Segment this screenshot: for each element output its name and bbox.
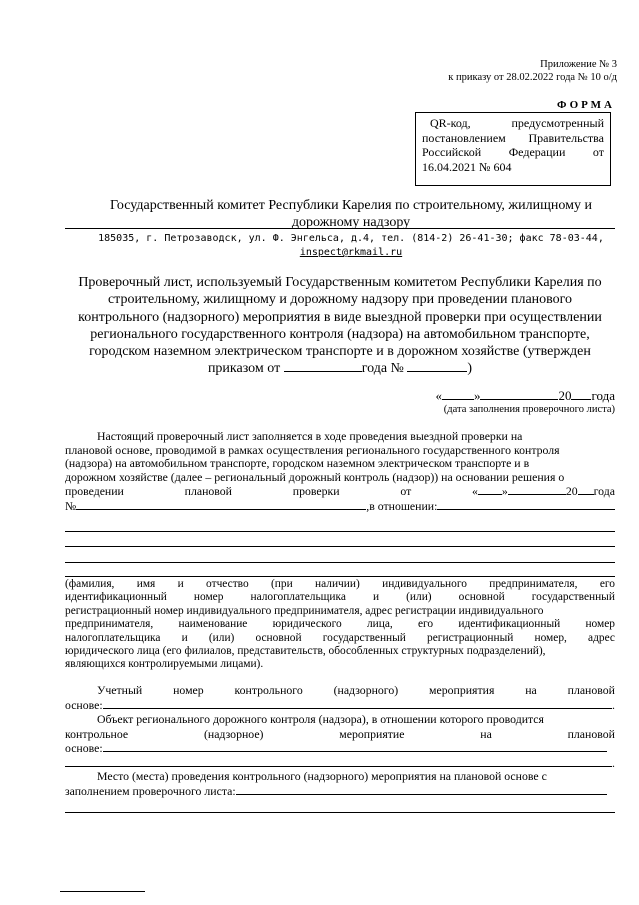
title-line: регионального государственного контроля (надзора) на автомобильном транспорте, xyxy=(90,326,590,342)
blank-line[interactable] xyxy=(65,546,615,547)
year-suffix: года xyxy=(591,388,615,403)
text-line xyxy=(65,784,615,799)
event-number-blank[interactable] xyxy=(103,698,612,709)
decision-number-blank[interactable] xyxy=(76,499,366,510)
qr-code-box xyxy=(415,112,611,186)
title-text: ) xyxy=(467,361,473,377)
word: (фамилия, xyxy=(65,578,115,590)
text-line xyxy=(65,591,615,604)
text-line xyxy=(65,756,615,771)
title-line: Проверочный лист, используемый Государственным комитетом Республики Карелия по xyxy=(78,275,602,290)
form-label: ФОРМА xyxy=(557,99,615,111)
word: номер, xyxy=(534,631,567,644)
decision-date xyxy=(472,484,615,499)
label: основе: xyxy=(65,697,103,712)
word: проверки xyxy=(292,484,340,499)
organization-email[interactable]: inspect@rkmail.ru xyxy=(299,247,403,258)
word: основной xyxy=(255,631,302,644)
qr-text: Российской xyxy=(422,145,482,159)
text-line: дорожном хозяйстве (далее – региональный дорожный контроль (надзор)) на основании решения о xyxy=(65,469,565,484)
month-blank[interactable] xyxy=(480,389,558,400)
title-line xyxy=(65,360,615,377)
organization-name xyxy=(60,197,639,231)
word: налогоплательщика xyxy=(250,591,346,604)
word: контрольного xyxy=(234,683,303,697)
location-blank[interactable] xyxy=(236,784,607,795)
qr-text: 16.04.2021 № 604 xyxy=(422,159,512,174)
quote: » xyxy=(501,484,508,499)
word: лица, xyxy=(366,618,393,631)
text-line: Место (места) проведения контрольного (надзорного) мероприятия на плановой основе с xyxy=(97,769,547,783)
appendix-number: Приложение № 3 xyxy=(540,59,617,70)
title-line: городском наземном электрическом транспорте и в дорожном хозяйстве (утвержден xyxy=(89,344,591,360)
word: контрольное xyxy=(65,726,129,741)
word: от xyxy=(400,484,412,499)
word: номер xyxy=(193,591,224,604)
text-line xyxy=(65,618,615,631)
word: и xyxy=(181,631,188,644)
text-line xyxy=(65,741,615,756)
word: на xyxy=(525,683,537,697)
paragraph-control-object xyxy=(65,712,615,770)
year-blank[interactable] xyxy=(571,389,591,400)
qr-text: Федерации xyxy=(508,145,566,159)
day-blank[interactable] xyxy=(442,389,474,400)
word: основной xyxy=(458,591,505,604)
text-line: Настоящий проверочный лист заполняется в ходе проведения выездной проверки на xyxy=(97,429,523,443)
text-line xyxy=(65,578,615,591)
text-line xyxy=(65,698,615,713)
order-number-blank[interactable] xyxy=(407,361,467,372)
control-object-blank[interactable] xyxy=(103,741,607,752)
word: и xyxy=(372,591,380,604)
title-line: строительному, жилищному и дорожному надзору при проведении планового xyxy=(107,292,573,308)
control-object-blank[interactable] xyxy=(65,756,612,767)
fill-date xyxy=(400,388,615,403)
fill-date-caption: (дата заполнения проверочного листа) xyxy=(443,404,615,415)
qr-text: QR-код, xyxy=(430,116,471,130)
word: предпринимателя, xyxy=(65,618,154,631)
word: его xyxy=(599,578,615,590)
word: номер xyxy=(585,618,615,631)
word: плановой xyxy=(184,484,232,499)
appendix-reference xyxy=(448,58,617,84)
word: (при xyxy=(271,578,293,590)
quote: » xyxy=(473,388,481,403)
word: плановой xyxy=(567,683,615,697)
label: заполнением проверочного листа: xyxy=(65,783,236,798)
period: . xyxy=(612,697,615,712)
organization-address: 185035, г. Петрозаводск, ул. Ф. Энгельса, д.4, тел. (814-2) 26-41-30; факс 78-03-44, xyxy=(98,233,604,244)
title-text: года № xyxy=(361,361,404,377)
word: налогоплательщика xyxy=(65,631,161,644)
order-date-blank[interactable] xyxy=(284,361,362,372)
blank-line[interactable] xyxy=(65,812,615,813)
text-line: Объект регионального дорожного контроля (надзора), в отношении которого проводится xyxy=(97,712,544,726)
organization-line: Государственный комитет Республики Карелия по строительному, жилищному и xyxy=(110,198,592,213)
word: (надзорное) xyxy=(203,726,264,741)
qr-text: постановлением xyxy=(422,130,506,145)
word: идентификационный xyxy=(65,591,167,604)
qr-text: от xyxy=(592,145,604,159)
title-line: контрольного (надзорного) мероприятия в виде выездной проверки при осуществлении xyxy=(78,309,602,325)
title-text: приказом от xyxy=(207,361,281,377)
word: регистрационный xyxy=(427,631,514,644)
text-line xyxy=(65,499,615,514)
paragraph-basis xyxy=(65,430,615,514)
text-line xyxy=(65,683,615,698)
text-line: юридического лица (его филиалов, представительств, обособленных структурных подразделений), xyxy=(65,645,546,658)
word: идентификационный xyxy=(458,618,561,631)
word: Учетный xyxy=(97,683,143,697)
year-suffix: года xyxy=(593,484,615,499)
word: (или) xyxy=(406,591,432,604)
qr-text: Правительства xyxy=(528,130,604,145)
organization-contacts xyxy=(60,232,639,260)
text-line xyxy=(65,727,615,742)
word: (надзорного) xyxy=(333,683,399,697)
word: отчество xyxy=(206,578,249,590)
word: его xyxy=(417,618,434,631)
qr-text: предусмотренный xyxy=(511,116,604,130)
word: индивидуального xyxy=(382,578,467,590)
text-line xyxy=(65,484,615,499)
word: проведении xyxy=(65,484,124,499)
text-line: являющихся контролируемыми лицами). xyxy=(65,658,264,671)
quote: « xyxy=(435,388,442,403)
word: (или) xyxy=(208,631,235,644)
blank-line[interactable] xyxy=(65,531,615,532)
appendix-order: к приказу от 28.02.2022 года № 10 о/д xyxy=(448,72,617,83)
word: мероприятие xyxy=(339,726,405,741)
header-rule xyxy=(65,228,615,229)
text: ,в отношении: xyxy=(366,498,438,513)
label: основе: xyxy=(65,741,103,755)
decision-day-blank[interactable] xyxy=(478,484,502,495)
text-line: регистрационный номер индивидуального предпринимателя, адрес регистрации индивидуального xyxy=(65,604,544,617)
text-line xyxy=(65,632,615,645)
word: наличии) xyxy=(315,578,360,590)
decision-month-blank[interactable] xyxy=(508,484,566,495)
organization-line: дорожному надзору xyxy=(291,215,411,230)
word: имя xyxy=(136,578,156,590)
word: государственный xyxy=(322,631,406,644)
word: наименование xyxy=(178,618,248,631)
footnote-rule xyxy=(60,891,145,892)
blank-line[interactable] xyxy=(65,576,615,577)
number-sign: № xyxy=(65,498,77,513)
word: мероприятия xyxy=(429,683,495,697)
word: государственный xyxy=(531,591,615,604)
word: адрес xyxy=(588,631,615,644)
word: предпринимателя, xyxy=(489,578,578,590)
word: на xyxy=(480,726,492,741)
word: юридического xyxy=(272,618,342,631)
subject-blank[interactable] xyxy=(437,499,615,510)
paragraph-location xyxy=(65,769,615,798)
word: плановой xyxy=(567,726,615,741)
text-line: плановой основе, проводимой в рамках осуществления регионального государственного контроля xyxy=(65,442,560,457)
paragraph-event-number xyxy=(65,683,615,712)
period: . xyxy=(612,755,615,770)
year-prefix: 20 xyxy=(558,388,572,403)
blank-line[interactable] xyxy=(65,562,615,563)
quote: « xyxy=(472,484,478,499)
document-title xyxy=(65,274,615,378)
word: номер xyxy=(173,683,204,697)
text-line: (надзора) на автомобильном транспорте, городском наземном электрическом транспорте и в xyxy=(65,456,530,471)
word: и xyxy=(177,578,184,590)
paragraph-subject-description xyxy=(65,578,615,672)
decision-year-blank[interactable] xyxy=(578,484,594,495)
year-prefix: 20 xyxy=(565,484,578,499)
